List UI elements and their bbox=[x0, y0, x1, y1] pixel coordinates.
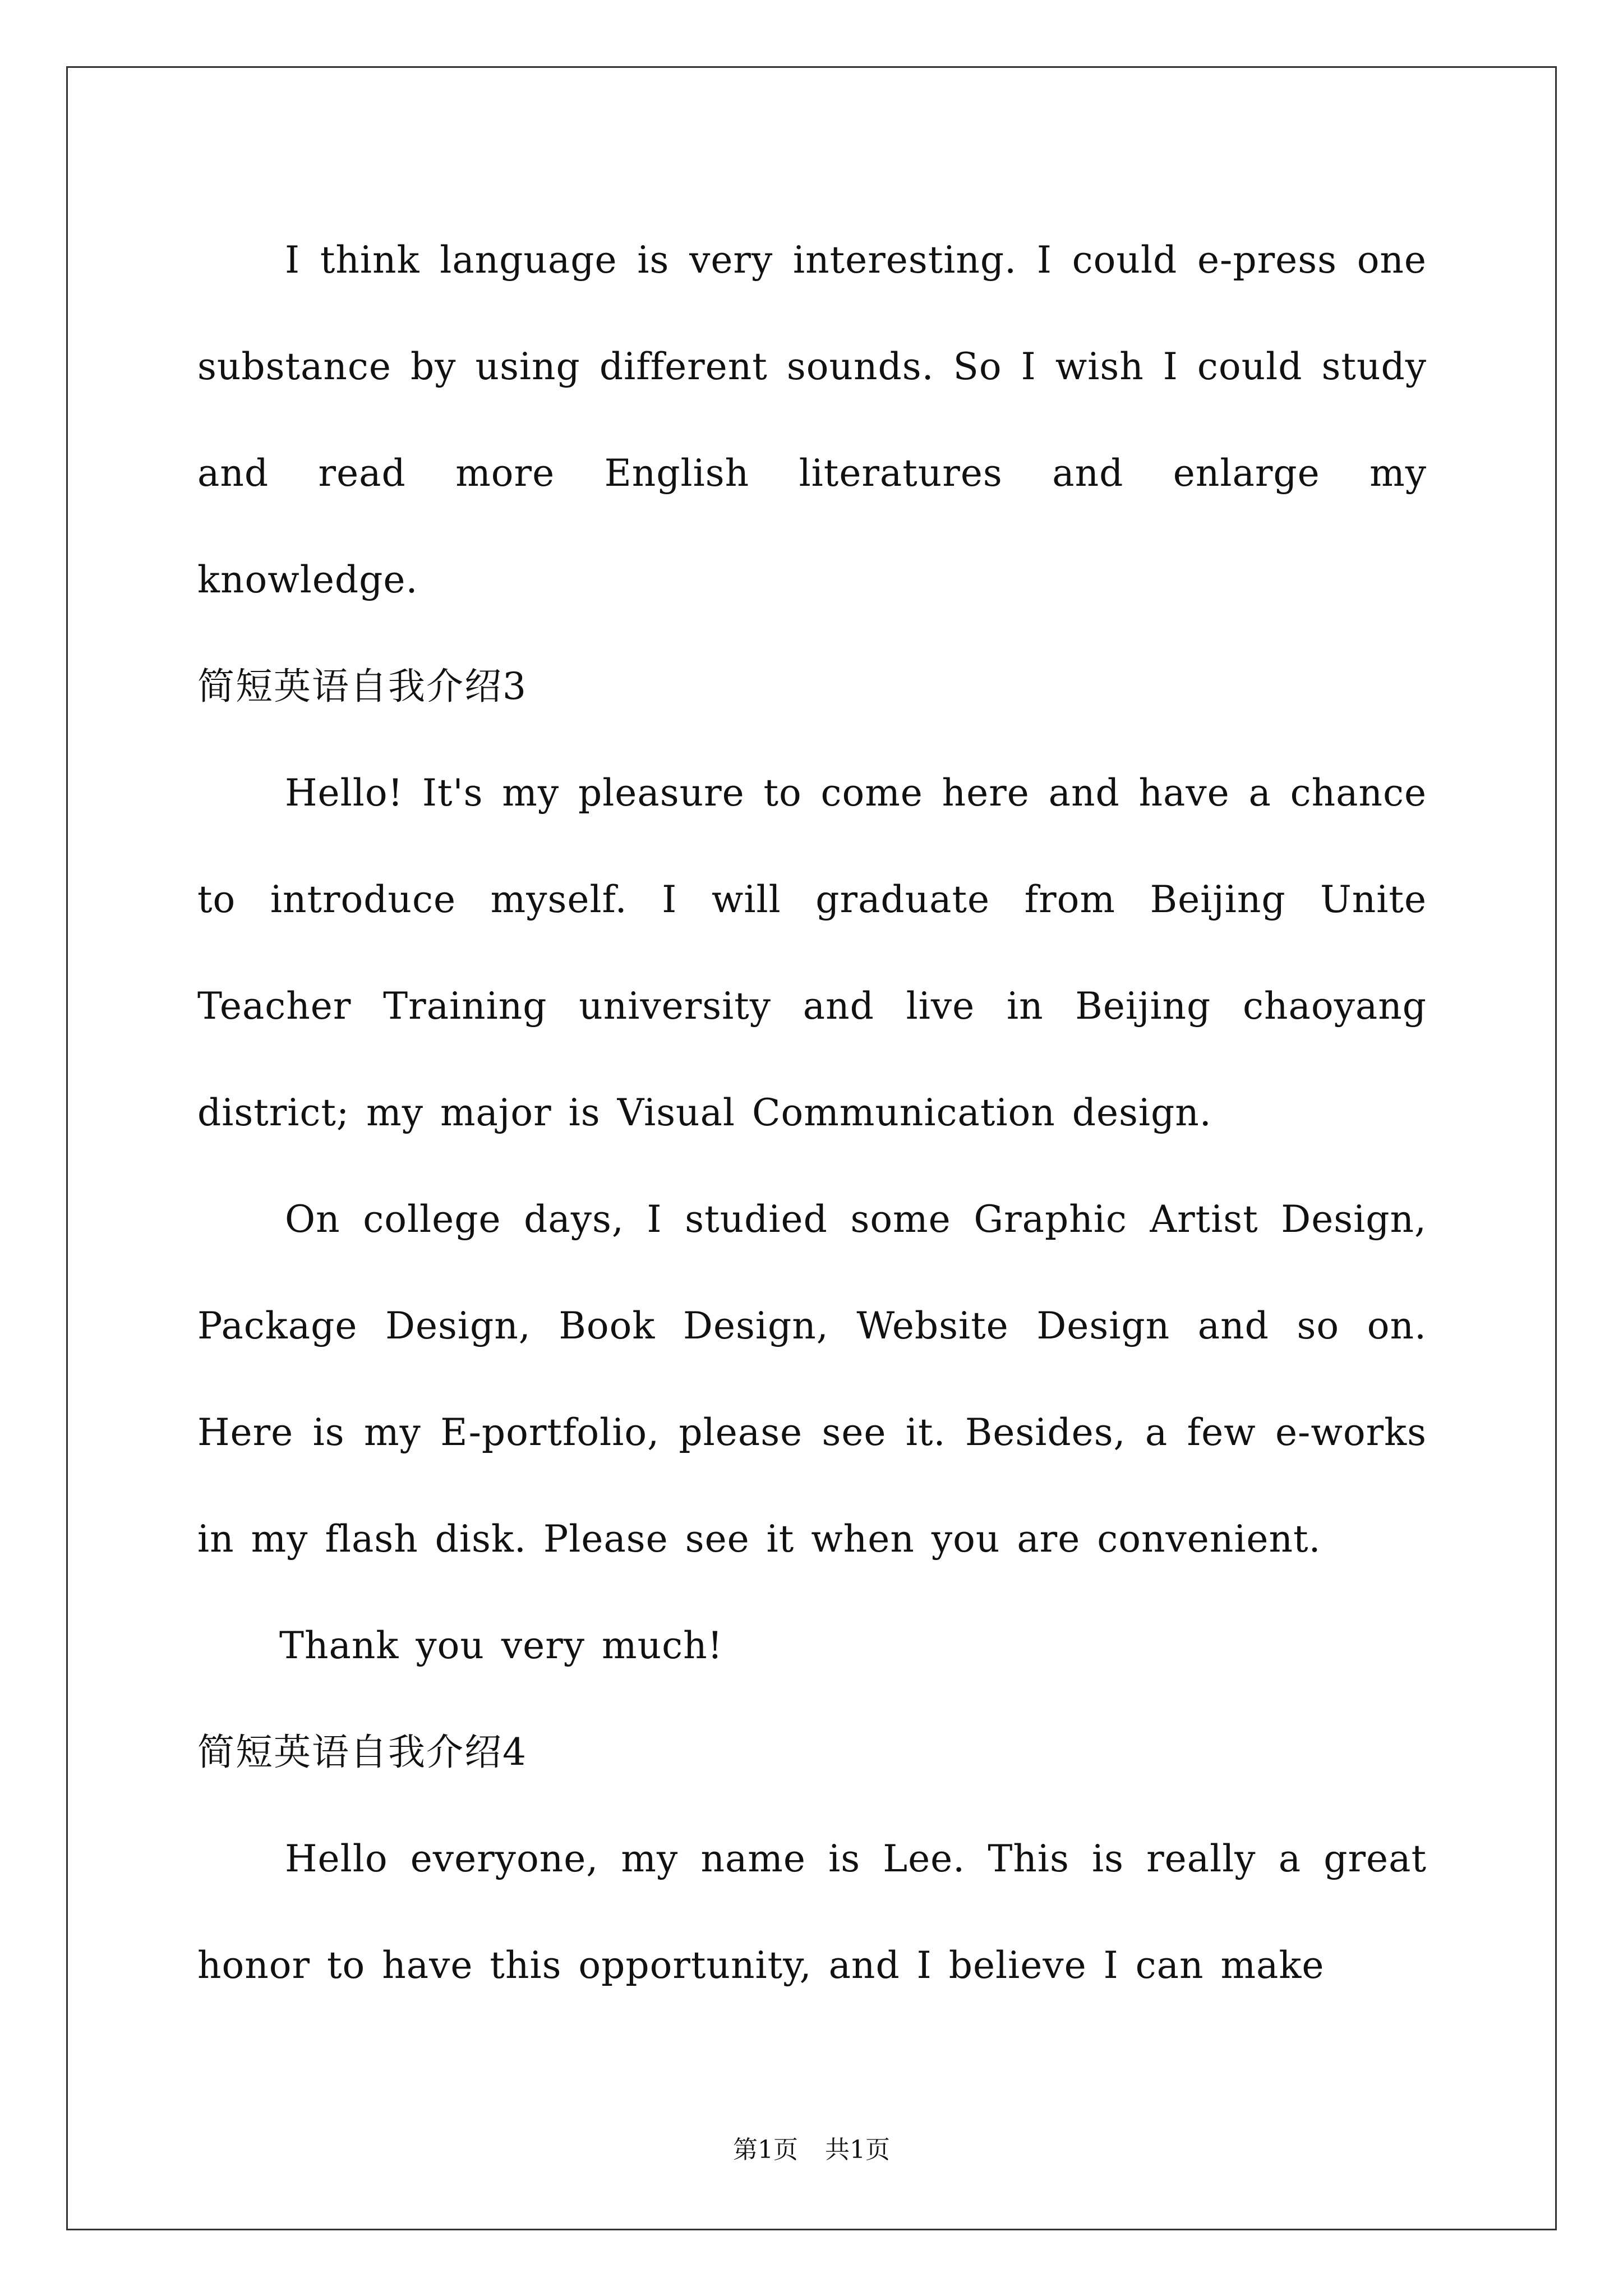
paragraph: I think language is very interesting. I could e-press one substance by using different sounds. So I wish I could study and read more English literatures and enlarge my knowledge. bbox=[197, 238, 1427, 601]
paragraph: On college days, I studied some Graphic Artist Design, Package Design, Book Design, Website Design and so on. Here is my E-portfolio, please see it. Besides, a few e-works in my flash disk. Please see it when you are convenient. bbox=[197, 1198, 1427, 1561]
page-footer bbox=[0, 2129, 1623, 2165]
document-body bbox=[197, 207, 1427, 2019]
page-number-current: 第1页 bbox=[733, 2136, 798, 2164]
paragraph: Hello everyone, my name is Lee. This is really a great honor to have this opportunity, and I believe I can make bbox=[197, 1837, 1427, 1987]
section-heading: 简短英语自我介绍4 bbox=[197, 1731, 527, 1774]
section-heading: 简短英语自我介绍3 bbox=[197, 665, 527, 708]
paragraph: Hello! It's my pleasure to come here and have a chance to introduce myself. I will graduate from Beijing Unite Teacher Training university and live in Beijing chaoyang district; my major is Visual Communication design. bbox=[197, 771, 1427, 1134]
paragraph: Thank you very much! bbox=[279, 1624, 723, 1667]
page-number-total: 共1页 bbox=[825, 2136, 890, 2164]
